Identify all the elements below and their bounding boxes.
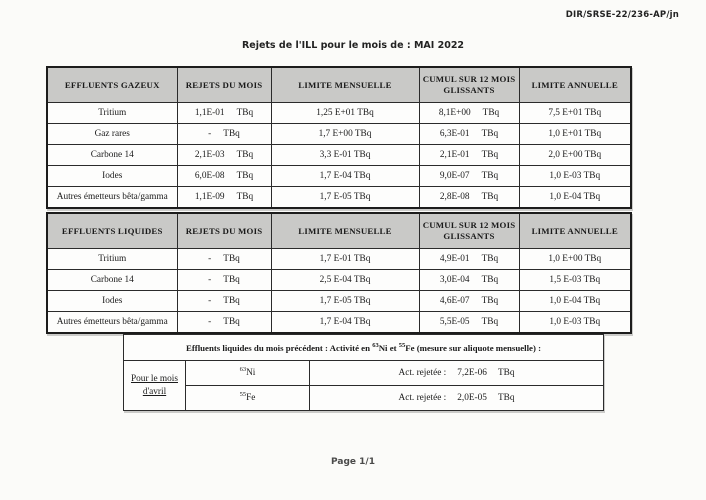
header-limite-mensuelle: LIMITE MENSUELLE <box>271 67 419 103</box>
table-row <box>124 361 604 386</box>
table-aliquote-mensuelle <box>123 334 604 411</box>
header-limite-annuelle: LIMITE ANNUELLE <box>519 67 631 103</box>
cumul-unit: TBq <box>481 192 499 202</box>
cumul-cell <box>419 312 519 334</box>
limite-mensuelle-value: 1,7 E-01 TBq <box>271 249 419 270</box>
header-effluents-liquides: EFFLUENTS LIQUIDES <box>47 213 177 249</box>
nuclide-label: $^{63}$Ni <box>186 361 310 386</box>
limite-mensuelle-value: 3,3 E-01 TBq <box>271 145 419 166</box>
table-row <box>47 249 631 270</box>
rejets-unit: TBq <box>236 150 254 160</box>
table-effluents-liquides <box>46 212 632 334</box>
header-effluents-gazeux: EFFLUENTS GAZEUX <box>47 67 177 103</box>
rejets-cell <box>177 312 271 334</box>
rejets-value: - <box>208 296 212 306</box>
cumul-unit: TBq <box>481 275 499 285</box>
header-cumul-12-mois: CUMUL SUR 12 MOIS GLISSANTS <box>419 67 519 103</box>
cumul-unit: TBq <box>481 254 499 264</box>
activity-value: 7,2E-06 <box>457 368 487 378</box>
cumul-value: 9,0E-07 <box>439 171 470 181</box>
cumul-cell <box>419 249 519 270</box>
rejets-value: - <box>208 254 212 264</box>
rejets-value: - <box>208 317 212 327</box>
limite-mensuelle-value: 1,7 E-05 TBq <box>271 187 419 209</box>
cumul-cell <box>419 103 519 124</box>
activity-unit: TBq <box>497 368 515 378</box>
cumul-cell <box>419 145 519 166</box>
table-header-row <box>124 335 604 361</box>
limite-annuelle-value: 1,0 E-04 TBq <box>519 187 631 209</box>
rejets-unit: TBq <box>236 108 254 118</box>
rejets-unit: TBq <box>236 171 254 181</box>
limite-mensuelle-value: 2,5 E-04 TBq <box>271 270 419 291</box>
page-number: Page 1/1 <box>331 457 375 467</box>
limite-annuelle-value: 1,0 E+00 TBq <box>519 249 631 270</box>
document-reference: DIR/SRSE-22/236-AP/jn <box>565 10 679 20</box>
limite-mensuelle-value: 1,7 E-04 TBq <box>271 312 419 334</box>
limite-mensuelle-value: 1,7 E-05 TBq <box>271 291 419 312</box>
month-label: Pour le mois d'avril <box>124 361 186 411</box>
activity-cell <box>310 361 604 386</box>
cumul-cell <box>419 187 519 209</box>
activity-unit: TBq <box>497 393 515 403</box>
limite-annuelle-value: 7,5 E+01 TBq <box>519 103 631 124</box>
nuclide-label: Iodes <box>47 166 177 187</box>
nuclide-label: Gaz rares <box>47 124 177 145</box>
limite-mensuelle-value: 1,7 E-04 TBq <box>271 166 419 187</box>
cumul-cell <box>419 270 519 291</box>
cumul-cell <box>419 166 519 187</box>
rejets-unit: TBq <box>236 192 254 202</box>
nuclide-label: Iodes <box>47 291 177 312</box>
activity-prefix: Act. rejetée : <box>398 368 447 378</box>
table-row <box>47 187 631 209</box>
nuclide-label: $^{55}$Fe <box>186 386 310 411</box>
rejets-cell <box>177 249 271 270</box>
cumul-unit: TBq <box>481 296 499 306</box>
activity-cell <box>310 386 604 411</box>
activity-prefix: Act. rejetée : <box>398 393 447 403</box>
header-rejets-du-mois: REJETS DU MOIS <box>177 67 271 103</box>
table-row <box>47 312 631 334</box>
aliquote-title: Effluents liquides du mois précédent : Activité en $^{63}$Ni et $^{55}$Fe (mesure sur aliquote mensuelle) : <box>124 335 604 361</box>
limite-annuelle-value: 1,5 E-03 TBq <box>519 270 631 291</box>
rejets-cell <box>177 291 271 312</box>
header-limite-mensuelle: LIMITE MENSUELLE <box>271 213 419 249</box>
cumul-unit: TBq <box>481 150 499 160</box>
limite-annuelle-value: 2,0 E+00 TBq <box>519 145 631 166</box>
table-row <box>47 124 631 145</box>
cumul-unit: TBq <box>481 317 499 327</box>
limite-annuelle-value: 1,0 E-04 TBq <box>519 291 631 312</box>
rejets-cell <box>177 103 271 124</box>
cumul-value: 5,5E-05 <box>439 317 470 327</box>
nuclide-label: Tritium <box>47 249 177 270</box>
cumul-unit: TBq <box>482 108 500 118</box>
cumul-unit: TBq <box>481 129 499 139</box>
limite-mensuelle-value: 1,7 E+00 TBq <box>271 124 419 145</box>
table-row <box>47 166 631 187</box>
table-effluents-gazeux <box>46 66 632 209</box>
table-header-row <box>47 67 631 103</box>
table-row <box>47 103 631 124</box>
activity-value: 2,0E-05 <box>457 393 487 403</box>
header-limite-annuelle: LIMITE ANNUELLE <box>519 213 631 249</box>
limite-mensuelle-value: 1,25 E+01 TBq <box>271 103 419 124</box>
cumul-cell <box>419 124 519 145</box>
cumul-value: 3,0E-04 <box>439 275 470 285</box>
limite-annuelle-value: 1,0 E-03 TBq <box>519 312 631 334</box>
table-header-row <box>47 213 631 249</box>
table-row <box>47 270 631 291</box>
cumul-value: 6,3E-01 <box>439 129 470 139</box>
cumul-value: 8,1E+00 <box>438 108 471 118</box>
cumul-value: 2,8E-08 <box>439 192 470 202</box>
rejets-unit: TBq <box>223 254 240 264</box>
rejets-unit: TBq <box>223 296 240 306</box>
rejets-value: 2,1E-03 <box>194 150 225 160</box>
cumul-cell <box>419 291 519 312</box>
rejets-value: 1,1E-09 <box>194 192 225 202</box>
rejets-value: - <box>208 129 212 139</box>
cumul-value: 4,6E-07 <box>439 296 470 306</box>
nuclide-label: Autres émetteurs bêta/gamma <box>47 187 177 209</box>
nuclide-label: Tritium <box>47 103 177 124</box>
rejets-value: 6,0E-08 <box>194 171 225 181</box>
rejets-cell <box>177 166 271 187</box>
nuclide-label: Carbone 14 <box>47 270 177 291</box>
rejets-value: 1,1E-01 <box>194 108 225 118</box>
table-row <box>47 291 631 312</box>
rejets-unit: TBq <box>223 129 240 139</box>
rejets-unit: TBq <box>223 275 240 285</box>
rejets-cell <box>177 187 271 209</box>
limite-annuelle-value: 1,0 E+01 TBq <box>519 124 631 145</box>
header-rejets-du-mois: REJETS DU MOIS <box>177 213 271 249</box>
rejets-cell <box>177 124 271 145</box>
header-cumul-12-mois: CUMUL SUR 12 MOIS GLISSANTS <box>419 213 519 249</box>
nuclide-label: Carbone 14 <box>47 145 177 166</box>
table-row <box>124 386 604 411</box>
rejets-cell <box>177 270 271 291</box>
rejets-cell <box>177 145 271 166</box>
nuclide-label: Autres émetteurs bêta/gamma <box>47 312 177 334</box>
cumul-value: 4,9E-01 <box>439 254 470 264</box>
rejets-value: - <box>208 275 212 285</box>
table-row <box>47 145 631 166</box>
rejets-unit: TBq <box>223 317 240 327</box>
limite-annuelle-value: 1,0 E-03 TBq <box>519 166 631 187</box>
cumul-unit: TBq <box>481 171 499 181</box>
cumul-value: 2,1E-01 <box>439 150 470 160</box>
page-title: Rejets de l'ILL pour le mois de : MAI 2022 <box>241 40 465 51</box>
